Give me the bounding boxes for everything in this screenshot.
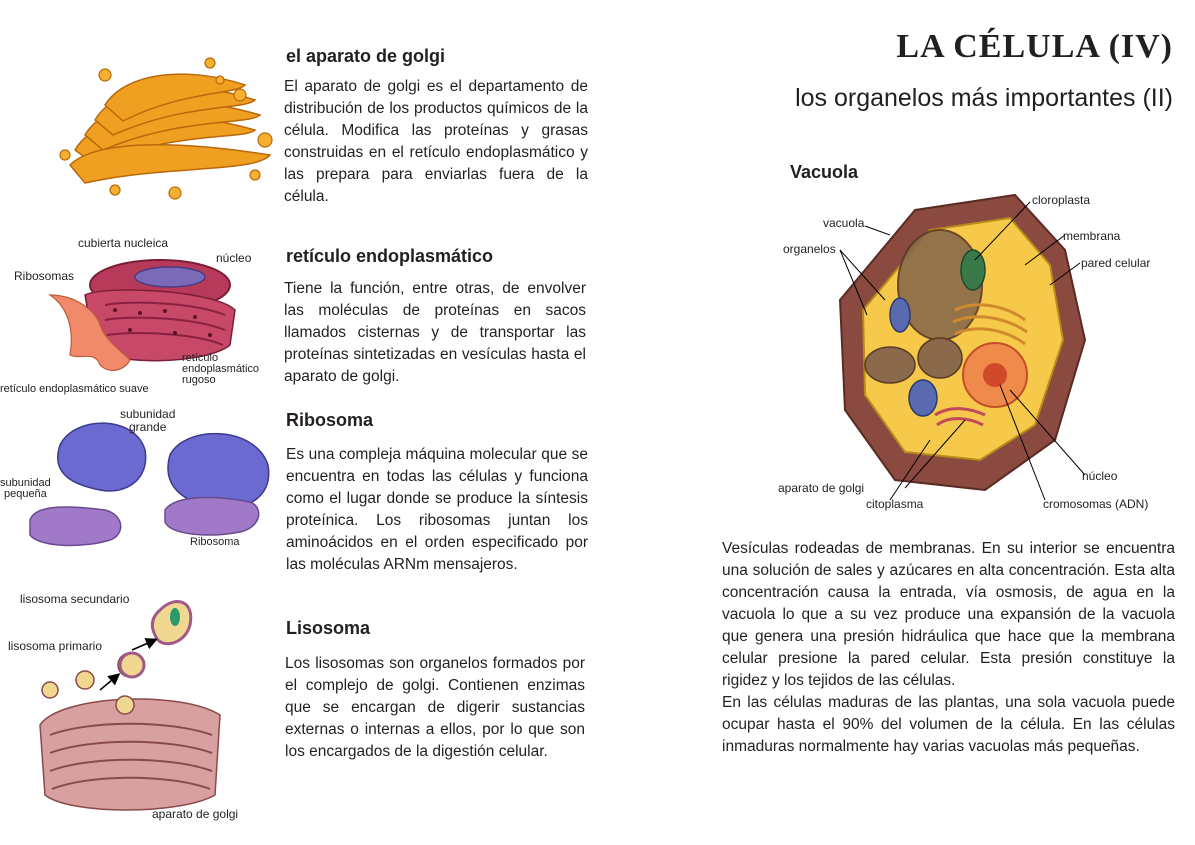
page-title: LA CÉLULA (IV) <box>896 28 1173 65</box>
label-cubierta-nucleica: cubierta nucleica <box>78 236 169 250</box>
ribosoma-text: Es una compleja máquina molecular que se encuentra en todas las células y funciona como el lugar donde se produce la síntesis proteínica. Los ribosomas juntan los aminoácidos en el orden especificado por las moléculas ARNm mensajeros. <box>286 446 588 573</box>
reticulo-heading: retículo endoplasmático <box>286 246 494 266</box>
label-aparato-golgi-liso: aparato de golgi <box>152 807 239 821</box>
golgi-text: El aparato de golgi es el departamento de distribución de los productos químicos de la célula. Modifica las proteínas y grasas construidas en el retículo endoplasmático y las prepara para enviarlas fuera de la célula. <box>284 78 588 205</box>
vacuola-heading: Vacuola <box>790 162 859 182</box>
label-vacuola: vacuola <box>823 216 865 230</box>
label-cromosomas: cromosomas (ADN) <box>1043 497 1149 511</box>
label-lisosoma-primario: lisosoma primario <box>8 639 103 653</box>
label-ribosomas: Ribosomas <box>14 269 75 283</box>
reticulo-text: Tiene la función, entre otras, de envolver las moléculas de proteínas en sacos llamados cisternas y de transportar las proteínas sintetizadas en vesículas hasta el aparato de golgi. <box>284 280 586 385</box>
label-subunidad-grande: subunidad grande <box>120 407 176 434</box>
label-organelos: organelos <box>783 242 836 256</box>
label-aparato-golgi-cell: aparato de golgi <box>778 481 865 495</box>
vacuola-text-1: Vesículas rodeadas de membranas. En su interior se encuentra una solución de sales y azúcares en alta concentración. Esta alta concentración causa la entrada, vía osmosis, de agua en la vacuola lo que a su vez produce una expansión de la vacuola que genera una presión hidráulica que hace que la membrana celular presione la pared celular. Esta presión constituye la rigidez y los tejidos de las células. <box>722 540 1175 689</box>
lisosoma-heading: Lisosoma <box>286 618 371 638</box>
cell-illustration <box>835 190 1095 500</box>
label-ribosoma: Ribosoma <box>190 536 240 548</box>
page-subtitle: los organelos más importantes (II) <box>795 84 1173 112</box>
label-citoplasma: citoplasma <box>866 497 924 511</box>
label-membrana: membrana <box>1063 229 1121 243</box>
vacuola-text-2: En las células maduras de las plantas, una sola vacuola puede ocupar hasta el 90% del volumen de la célula. En las células inmaduras normalmente hay varias vacuolas más pequeñas. <box>722 694 1175 755</box>
lisosoma-text: Los lisosomas son organelos formados por el complejo de golgi. Contienen enzimas que se encargan de digerir sustancias externas o internas a ellos, por lo que son los encargados de la digestión celular. <box>285 655 585 760</box>
golgi-heading: el aparato de golgi <box>286 46 446 66</box>
label-lisosoma-secundario: lisosoma secundario <box>20 592 130 606</box>
label-subunidad-pequena: subunidad pequeña <box>0 477 51 500</box>
ribosoma-heading: Ribosoma <box>286 410 374 430</box>
lisosoma-illustration <box>30 595 260 820</box>
label-nucleo-cell: núcleo <box>1082 469 1118 483</box>
label-cloroplasta: cloroplasta <box>1032 193 1091 207</box>
golgi-illustration <box>55 55 280 200</box>
label-reticulo-suave: retículo endoplasmático suave <box>0 383 149 395</box>
label-pared-celular: pared celular <box>1081 256 1151 270</box>
label-reticulo-rugoso: retículo endoplasmático rugoso <box>182 352 260 386</box>
label-nucleo-er: núcleo <box>216 251 252 265</box>
